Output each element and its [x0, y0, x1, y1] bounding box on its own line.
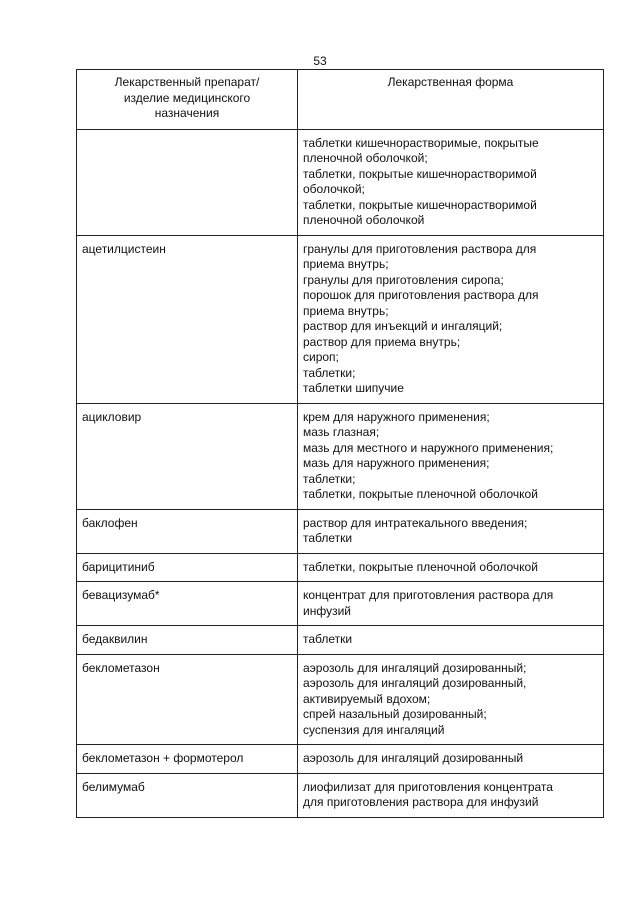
dosage-form-line: спрей назальный дозированный; — [303, 707, 487, 721]
dosage-form-cell — [298, 553, 604, 582]
dosage-form-line: таблетки — [303, 632, 353, 646]
dosage-form-line: раствор для приема внутрь; — [303, 334, 461, 349]
dosage-form-line: таблетки — [303, 531, 353, 545]
dosage-form-line: крем для наружного применения; — [303, 409, 490, 424]
drug-name-cell: белимумаб — [77, 773, 298, 817]
dosage-form-line: таблетки, покрытые пленочной оболочкой — [303, 487, 538, 501]
dosage-form-line: порошок для приготовления раствора для — [303, 288, 539, 302]
drug-name-cell — [77, 129, 298, 235]
drug-header-line: Лекарственный препарат/ — [114, 75, 260, 89]
table-row — [77, 626, 604, 655]
table-row — [77, 773, 604, 817]
page-number: 53 — [313, 54, 327, 68]
dosage-form-line: мазь глазная; — [303, 425, 380, 439]
table-row — [77, 582, 604, 626]
dosage-form-cell — [298, 403, 604, 509]
dosage-form-line: аэрозоль для ингаляций дозированный, — [303, 676, 527, 690]
table-row — [77, 403, 604, 509]
table-row — [77, 553, 604, 582]
drug-header-line: назначения — [154, 106, 220, 120]
dosage-form-cell — [298, 509, 604, 553]
dosage-form-line: таблетки, покрытые кишечнорастворимой — [303, 197, 537, 212]
table-body — [77, 129, 604, 817]
dosage-form-line: таблетки, покрытые пленочной оболочкой — [303, 559, 538, 574]
dosage-form-line: аэрозоль для ингаляций дозированный — [303, 751, 524, 765]
dosage-form-line: пленочной оболочкой — [303, 213, 425, 227]
dosage-form-cell — [298, 745, 604, 774]
dosage-form-line: таблетки шипучие — [303, 381, 404, 395]
dosage-form-line: аэрозоль для ингаляций дозированный; — [303, 660, 527, 675]
table-row — [77, 129, 604, 235]
drug-name-cell: беклометазон — [77, 654, 298, 745]
drug-name-cell: ацикловир — [77, 403, 298, 509]
dosage-form-line: мазь для местного и наружного применения; — [303, 440, 554, 455]
dosage-form-cell — [298, 235, 604, 403]
dosage-form-line: активируемый вдохом; — [303, 691, 431, 706]
dosage-form-cell — [298, 654, 604, 745]
dosage-form-cell — [298, 626, 604, 655]
dosage-form-line: мазь для наружного применения; — [303, 456, 490, 470]
drug-name-cell: беклометазон + формотерол — [77, 745, 298, 774]
dosage-form-line: суспензия для ингаляций — [303, 722, 445, 737]
dosage-form-line: таблетки; — [303, 471, 356, 486]
dosage-form-line: гранулы для приготовления раствора для — [303, 241, 537, 256]
table-row — [77, 509, 604, 553]
dosage-form-line: приема внутрь; — [303, 303, 389, 318]
dosage-form-line: гранулы для приготовления сиропа; — [303, 272, 504, 287]
table-row — [77, 745, 604, 774]
drug-column-header — [77, 70, 298, 130]
drug-name-cell: барицитиниб — [77, 553, 298, 582]
drug-name-cell: баклофен — [77, 509, 298, 553]
form-column-header: Лекарственная форма — [298, 70, 604, 130]
dosage-form-line: для приготовления раствора для инфузий — [303, 795, 539, 809]
drug-name-cell: бевацизумаб* — [77, 582, 298, 626]
dosage-form-line: инфузий — [303, 603, 351, 618]
dosage-form-line: оболочкой; — [303, 182, 365, 196]
dosage-form-line: пленочной оболочкой; — [303, 151, 428, 165]
drug-name-cell: ацетилцистеин — [77, 235, 298, 403]
dosage-form-line: приема внутрь; — [303, 257, 389, 271]
dosage-form-line: концентрат для приготовления раствора для — [303, 588, 554, 602]
dosage-form-line: таблетки; — [303, 365, 356, 380]
table-header-row — [77, 70, 604, 130]
dosage-form-cell — [298, 129, 604, 235]
drug-name-cell: бедаквилин — [77, 626, 298, 655]
dosage-form-line: таблетки кишечнорастворимые, покрытые — [303, 135, 539, 150]
drug-form-table — [76, 69, 604, 818]
dosage-form-cell — [298, 773, 604, 817]
dosage-form-line: таблетки, покрытые кишечнорастворимой — [303, 166, 537, 181]
dosage-form-line: сироп; — [303, 350, 339, 364]
dosage-form-line: раствор для инъекций и ингаляций; — [303, 319, 503, 333]
dosage-form-line: раствор для интратекального введения; — [303, 515, 528, 530]
table-row — [77, 654, 604, 745]
drug-header-line: изделие медицинского — [123, 90, 251, 105]
dosage-form-line: лиофилизат для приготовления концентрата — [303, 779, 553, 794]
dosage-form-cell — [298, 582, 604, 626]
table-row — [77, 235, 604, 403]
